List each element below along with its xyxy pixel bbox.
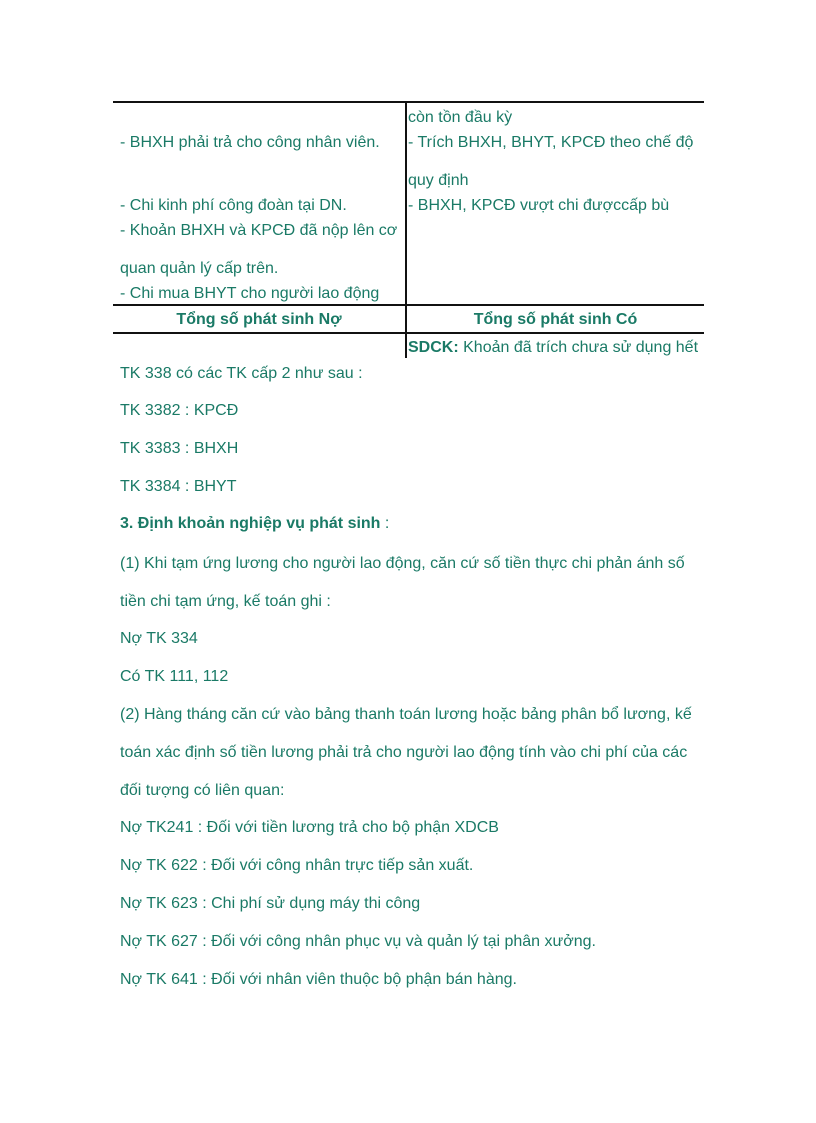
table-left-line: - Chi kinh phí công đoàn tại DN. (120, 197, 347, 214)
total-credit-label: Tổng số phát sinh Có (473, 311, 638, 328)
paragraph-line: Nợ TK 641 : Đối với nhân viên thuộc bộ phận bán hàng. (120, 971, 517, 988)
sdck-text: Khoản đã trích chưa sử dụng hết (458, 339, 699, 356)
table-top-border (113, 101, 704, 103)
section-heading-text: 3. Định khoản nghiệp vụ phát sinh (120, 515, 381, 532)
paragraph-line: Có TK 111, 112 (120, 668, 229, 685)
paragraph-line: Nợ TK 623 : Chi phí sử dụng máy thi công (120, 895, 421, 912)
paragraph-line: Nợ TK 622 : Đối với công nhân trực tiếp sản xuất. (120, 857, 474, 874)
table-right-line: còn tồn đầu kỳ (408, 109, 513, 126)
section-heading-suffix: : (380, 515, 390, 532)
paragraph-line: (2) Hàng tháng căn cứ vào bảng thanh toán lương hoặc bảng phân bổ lương, kế (120, 706, 692, 723)
paragraph-line: Nợ TK241 : Đối với tiền lương trả cho bộ phận XDCB (120, 819, 499, 836)
total-debit-label: Tổng số phát sinh Nợ (176, 311, 342, 328)
table-footer-top-border (113, 304, 704, 306)
table-right-line: - Trích BHXH, BHYT, KPCĐ theo chế độ (408, 134, 694, 151)
body-line: TK 338 có các TK cấp 2 như sau : (120, 365, 363, 382)
paragraph-line: (1) Khi tạm ứng lương cho người lao động, căn cứ số tiền thực chi phản ánh số (120, 555, 685, 572)
sdck-label: SDCK: (408, 339, 459, 356)
paragraph-line: toán xác định số tiền lương phải trả cho người lao động tính vào chi phí của các (120, 744, 688, 761)
table-left-line: - BHXH phải trả cho công nhân viên. (120, 134, 380, 151)
table-right-line: - BHXH, KPCĐ vượt chi đượccấp bù (408, 197, 670, 214)
section-heading (120, 515, 389, 533)
table-left-line: quan quản lý cấp trên. (120, 260, 279, 277)
body-line: TK 3382 : KPCĐ (120, 402, 239, 419)
paragraph-line: đối tượng có liên quan: (120, 782, 285, 799)
table-left-line: - Khoản BHXH và KPCĐ đã nộp lên cơ (120, 222, 398, 239)
paragraph-line: tiền chi tạm ứng, kế toán ghi : (120, 593, 331, 610)
sdck-row (408, 339, 698, 357)
paragraph-line: Nợ TK 627 : Đối với công nhân phục vụ và quản lý tại phân xưởng. (120, 933, 596, 950)
paragraph-line: Nợ TK 334 (120, 630, 198, 647)
table-left-line: - Chi mua BHYT cho người lao động (120, 285, 380, 302)
table-footer-bottom-border (113, 332, 704, 334)
body-line: TK 3383 : BHXH (120, 440, 239, 457)
table-right-line: quy định (408, 172, 469, 189)
body-line: TK 3384 : BHYT (120, 478, 237, 495)
